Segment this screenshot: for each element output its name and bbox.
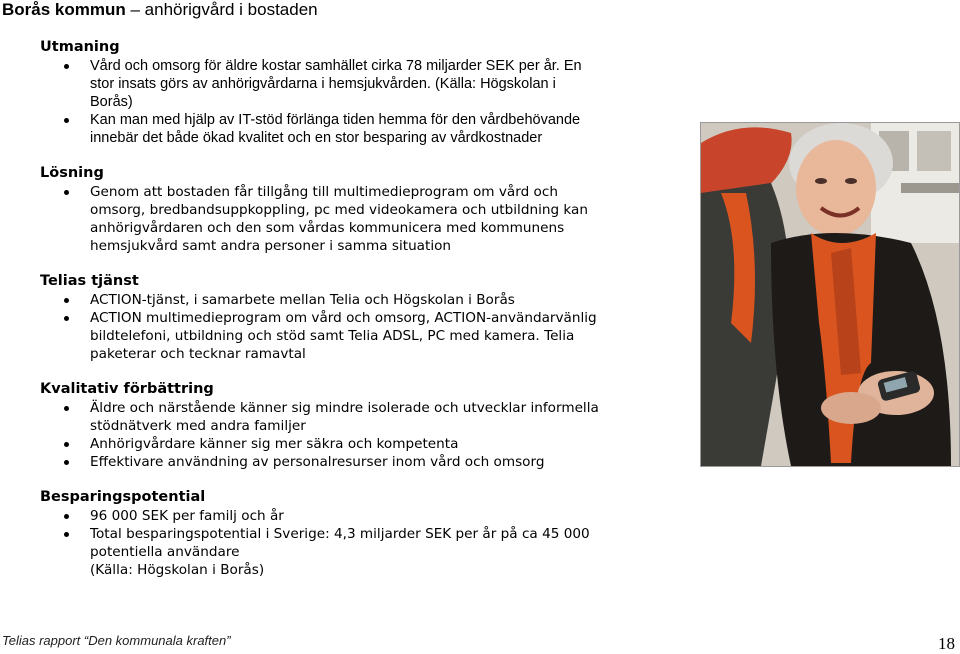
list-item: Vård och omsorg för äldre kostar samhället cirka 78 miljarder SEK per år. En stor insats görs av anhörigvårdarna i hemsjukvården. (Källa: Högskolan i Borås) [40,57,600,111]
section-kvalitativ-forbattring [40,380,600,471]
bullet-list [40,291,600,363]
list-item: ACTION multimedieprogram om vård och omsorg, ACTION-användarvänlig bildtelefoni, utbildning och stöd samt Telia ADSL, PC med kamera. Telia paketerar och tecknar ramavtal [40,309,600,363]
bullet-icon [64,190,69,195]
footer-report-title: Telias rapport “Den kommunala kraften” [2,633,231,648]
bullet-list [40,399,600,471]
section-losning [40,164,600,255]
bullet-list [40,507,600,579]
bullet-icon [64,406,69,411]
bullet-icon [64,514,69,519]
section-besparingspotential [40,488,600,579]
bullet-icon [64,118,69,123]
list-item: ACTION-tjänst, i samarbete mellan Telia och Högskolan i Borås [40,291,600,309]
page-title [2,0,318,20]
bullet-icon [64,64,69,69]
list-item: Total besparingspotential i Sverige: 4,3 miljarder SEK per år på ca 45 000 potentiella användare [40,525,600,561]
content-column [40,38,600,596]
bullet-icon [64,532,69,537]
list-item: Äldre och närstående känner sig mindre isolerade och utvecklar informella stödnätverk med andra familjer [40,399,600,435]
section-heading: Kvalitativ förbättring [40,381,214,397]
title-sub: – anhörigvård i bostaden [130,0,318,19]
bullet-icon [64,316,69,321]
title-main: Borås kommun [2,0,126,19]
section-telias-tjanst [40,272,600,363]
bullet-list [40,57,600,147]
list-item: Kan man med hjälp av IT-stöd förlänga tiden hemma för den vårdbehövande innebär det både ökad kvalitet och en stor besparing av vårdkostnader [40,111,600,147]
list-item: 96 000 SEK per familj och år [40,507,600,525]
list-item: Effektivare användning av personalresurser inom vård och omsorg [40,453,600,471]
section-heading: Lösning [40,165,104,181]
bullet-list [40,183,600,255]
section-heading: Utmaning [40,39,120,55]
section-heading: Telias tjänst [40,273,139,289]
bullet-icon [64,460,69,465]
list-item: (Källa: Högskolan i Borås) [90,562,265,578]
list-item: Genom att bostaden får tillgång till multimedieprogram om vård och omsorg, bredbandsuppkoppling, pc med videokamera och utbildning kan anhörigvårdaren och den som vårdas kommunicera med kommunens hemsjukvård samt andra personer i samma situation [40,183,600,255]
page-number: 18 [938,634,955,653]
photo-two-women-with-phone [700,122,960,467]
bullet-icon [64,442,69,447]
section-utmaning [40,38,600,147]
list-item: Anhörigvårdare känner sig mer säkra och kompetenta [40,435,600,453]
section-heading: Besparingspotential [40,489,206,505]
photo-illustration [701,123,959,466]
bullet-icon [64,298,69,303]
